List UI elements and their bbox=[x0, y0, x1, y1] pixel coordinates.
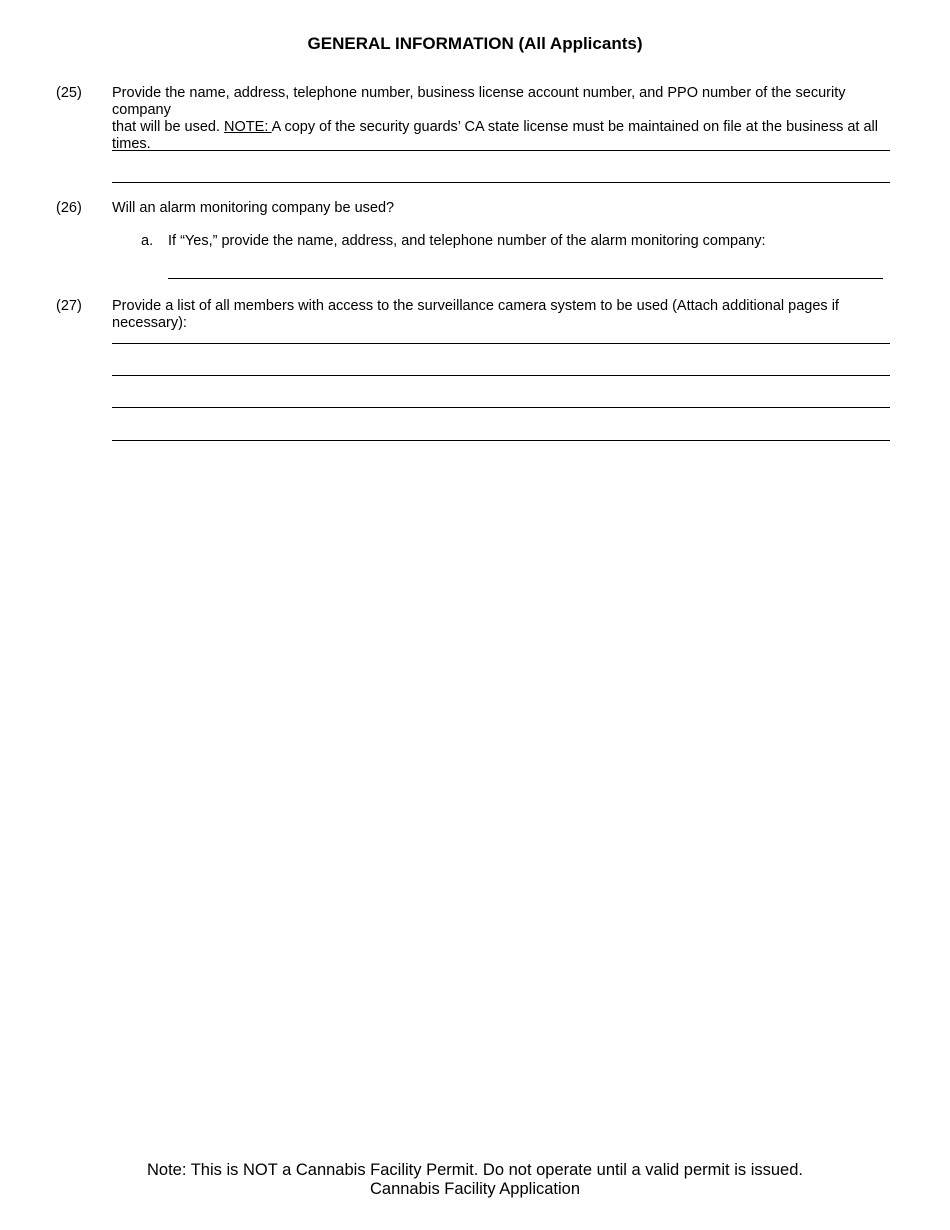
question-25-text bbox=[112, 85, 902, 153]
question-25-number: (25) bbox=[56, 85, 82, 101]
question-26-number: (26) bbox=[56, 200, 82, 216]
answer-line-26a[interactable] bbox=[168, 278, 883, 279]
footer-form-name: Cannabis Facility Application bbox=[369, 1180, 581, 1198]
answer-line-27-1[interactable] bbox=[112, 343, 890, 344]
answer-line-27-3[interactable] bbox=[112, 407, 890, 408]
question-25-line1: Provide the name, address, telephone number, business license account number, and PPO number of the security company bbox=[112, 85, 846, 118]
question-26a-text: If “Yes,” provide the name, address, and telephone number of the alarm monitoring company: bbox=[168, 233, 766, 249]
question-27-number: (27) bbox=[56, 298, 82, 314]
question-27-text: Provide a list of all members with access to the surveillance camera system to be used (Attach additional pages if necessary): bbox=[112, 298, 839, 331]
answer-line-27-4[interactable] bbox=[112, 440, 890, 441]
page-title: GENERAL INFORMATION (All Applicants) bbox=[307, 34, 643, 53]
question-26a-label: a. bbox=[141, 233, 154, 249]
question-26-text: Will an alarm monitoring company be used? bbox=[112, 200, 395, 216]
question-25-line2-prefix: that will be used. bbox=[112, 119, 225, 135]
note-label: NOTE: bbox=[224, 119, 272, 135]
question-25-line2-suffix: A copy of the security guards’ CA state license must be maintained on file at the business at all times. bbox=[112, 119, 878, 152]
answer-line-25-1[interactable] bbox=[112, 150, 890, 151]
answer-line-27-2[interactable] bbox=[112, 375, 890, 376]
question-25-line2 bbox=[112, 119, 902, 153]
footer-note: Note: This is NOT a Cannabis Facility Permit. Do not operate until a valid permit is issued. bbox=[147, 1161, 803, 1179]
answer-line-25-2[interactable] bbox=[112, 182, 890, 183]
page-footer bbox=[0, 1161, 950, 1199]
